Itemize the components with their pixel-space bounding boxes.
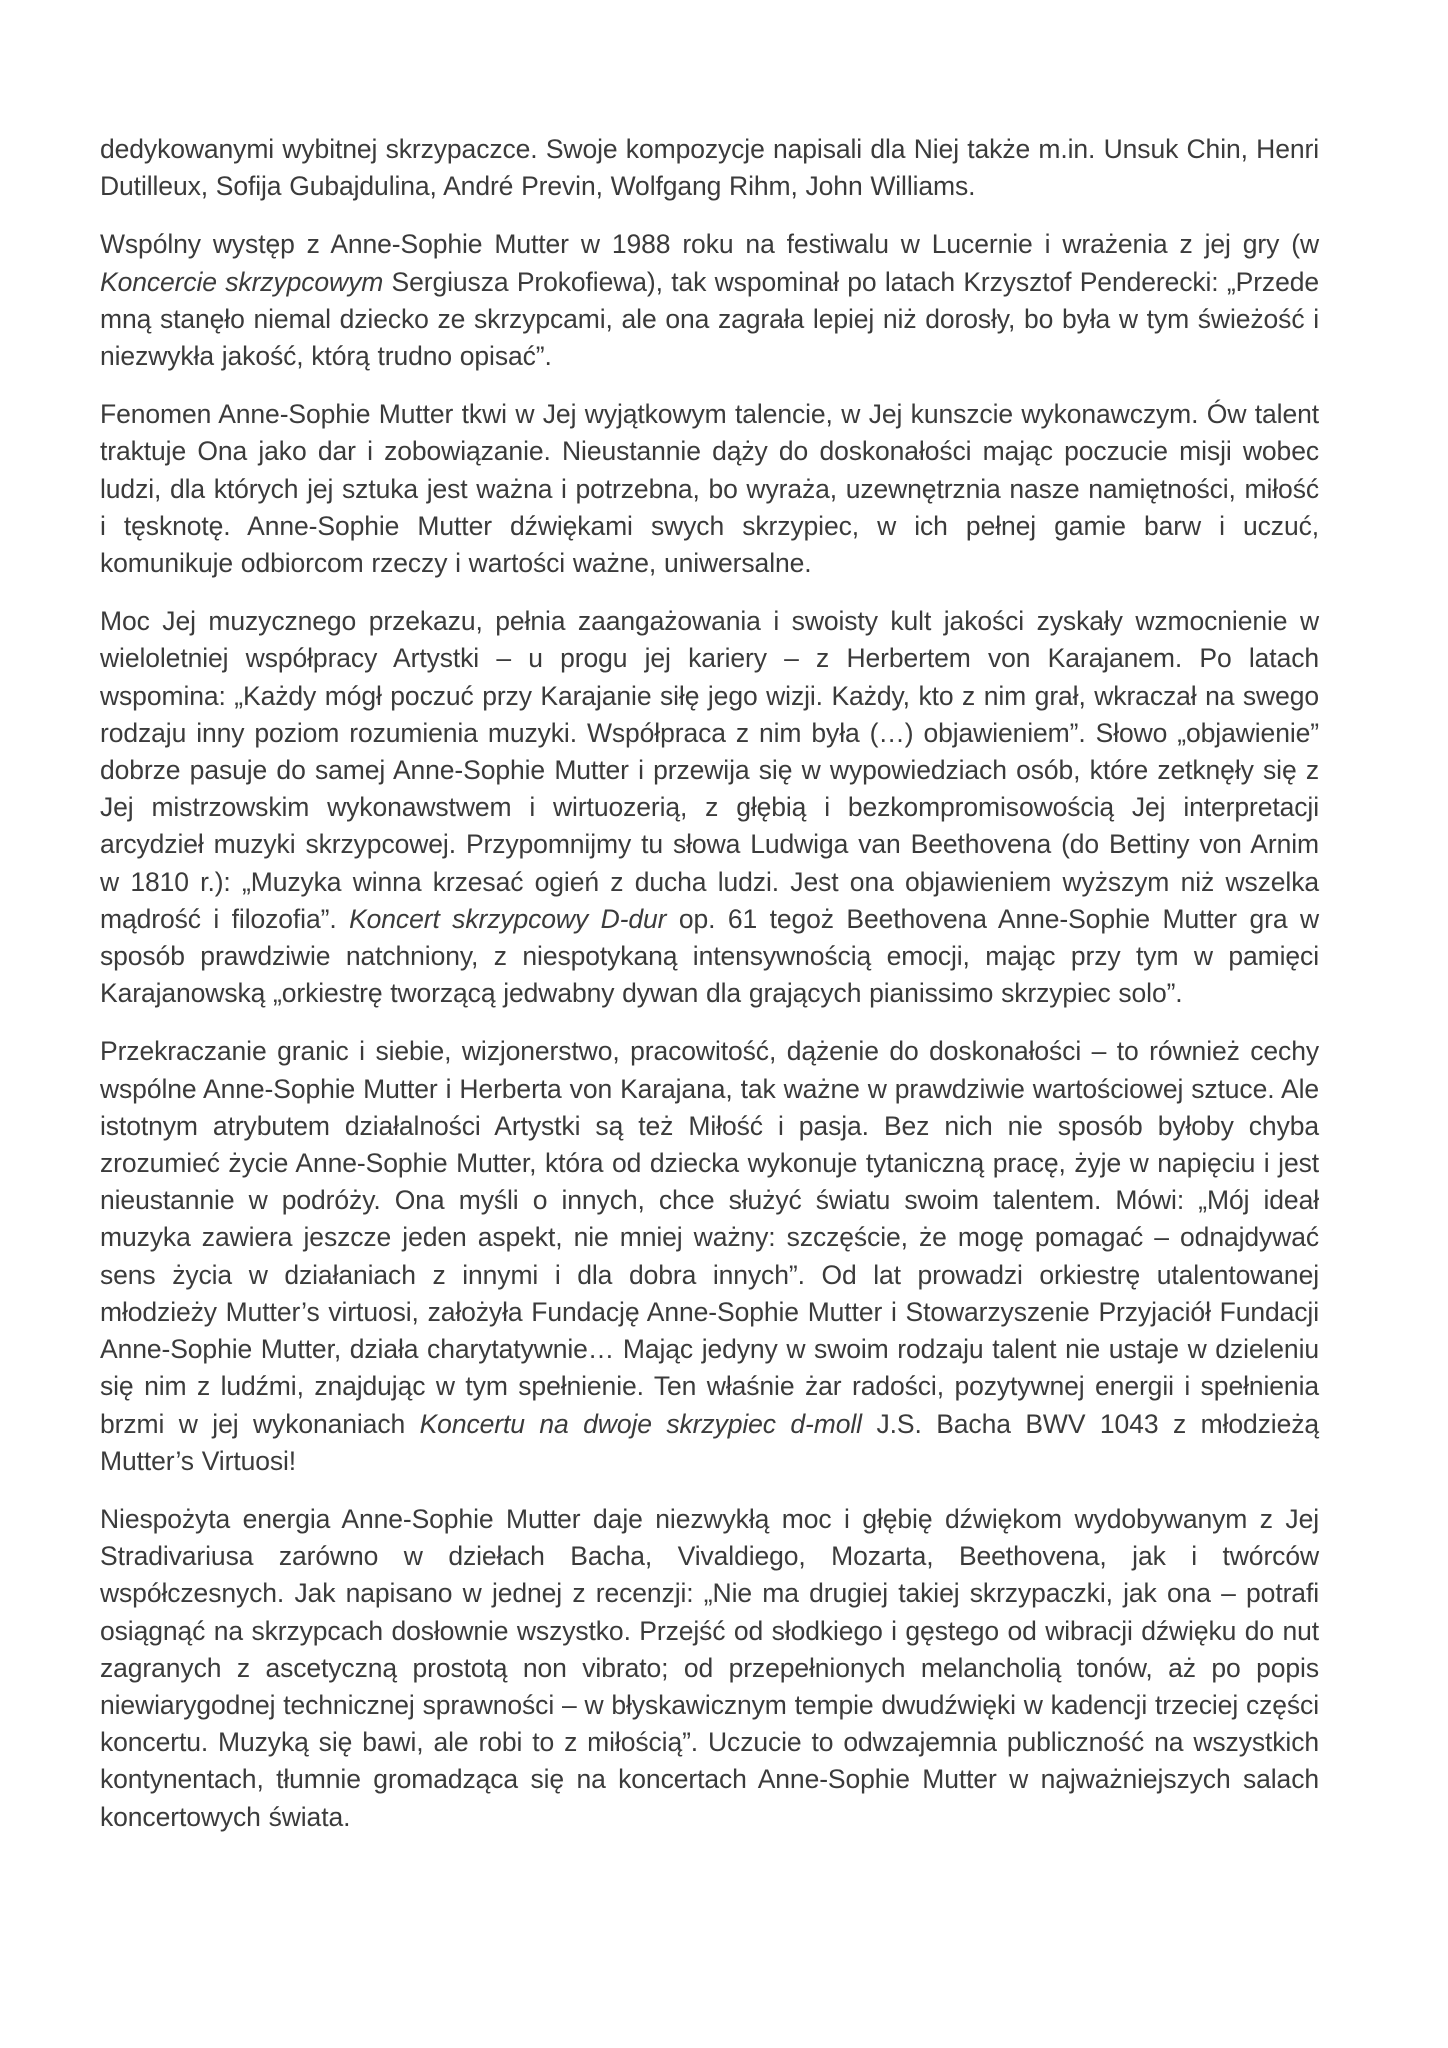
paragraph [100,1501,1319,1836]
text-run: Niespożyta energia Anne-Sophie Mutter daje niezwykłą moc i głębię dźwiękom wydobywanym z Jej Stradivariusa zarówno w dziełach Bacha, Vivaldiego, Mozarta, Beethovena, jak i twórców współczesnych. Jak napisano w jednej z recenzji: „Nie ma drugiej takiej skrzypaczki, jak ona – potrafi osiągnąć na skrzypcach dosłownie wszystko. Przejść od słodkiego i gęstego od wibracji dźwięku do nut zagranych z ascetyczną prostotą non vibrato; od przepełnionych melancholią tonów, aż po popis niewiarygodnej technicznej sprawności – w błyskawicznym tempie dwudźwięki w kadencji trzeciej części koncertu. Muzyką się bawi, ale robi to z miłością”. Uczucie to odwzajemnia publiczność na wszystkich kontynentach, tłumnie gromadząca się na koncertach Anne-Sophie Mutter w najważniejszych salach koncertowych świata. [100,1503,1319,1832]
paragraph [100,396,1319,582]
text-run: Przekraczanie granic i siebie, wizjonerstwo, pracowitość, dążenie do doskonałości – to również cechy wspólne Anne-Sophie Mutter i Herberta von Karajana, tak ważne w prawdziwie wartościowej sztuce. Ale istotnym atrybutem działalności Artystki są też Miłość i pasja. Bez nich nie sposób byłoby chyba zrozumieć życie Anne-Sophie Mutter, która od dziecka wykonuje tytaniczną pracę, żyje w napięciu i jest nieustannie w podróży. Ona myśli o innych, chce służyć światu swoim talentem. Mówi: „Mój ideał muzyka zawiera jeszcze jeden aspekt, nie mniej ważny: szczęście, że mogę pomagać – odnajdywać sens życia w działaniach z innymi i dla dobra innych”. Od lat prowadzi orkiestrę utalentowanej młodzieży Mutter’s virtuosi, założyła Fundację Anne-Sophie Mutter i Stowarzyszenie Przyjaciół Fundacji Anne-Sophie Mutter, działa charytatywnie… Mając jedyny w swoim rodzaju talent nie ustaje w dzieleniu się nim z ludźmi, znajdując w tym spełnienie. Ten właśnie żar radości, pozytywnej energii i spełnienia brzmi w jej wykonaniach [100,1036,1319,1439]
text-run: Sergiusza Prokofiewa), tak wspominał po latach Krzysztof Penderecki: „Przede mną stanęło niemal dziecko ze skrzypcami, ale ona zagrała lepiej niż dorosły, bo była w tym świeżość i niezwykła jakość, którą trudno opisać”. [100,266,1319,372]
italic-text-run: Koncertu na dwoje skrzypiec d-moll [419,1408,862,1439]
italic-text-run: Koncert skrzypcowy D-dur [349,903,667,934]
text-run: J.S. Bacha BWV 1043 z młodzieżą Mutter’s Virtuosi! [100,1408,1319,1476]
text-run: Wspólny występ z Anne-Sophie Mutter w 1988 roku na festiwalu w Lucernie i wrażenia z jej gry (w [100,229,1319,260]
text-run: dedykowanymi wybitnej skrzypaczce. Swoje kompozycje napisali dla Niej także m.in. Unsuk Chin, Henri Dutilleux, Sofija Gubajdulina, André Previn, Wolfgang Rihm, John Williams. [100,134,1319,202]
text-run: Fenomen Anne-Sophie Mutter tkwi w Jej wyjątkowym talencie, w Jej kunszcie wykonawczym. Ów talent traktuje Ona jako dar i zobowiązanie. Nieustannie dąży do doskonałości mając poczucie misji wobec ludzi, dla których jej sztuka jest ważna i potrzebna, bo wyraża, uzewnętrznia nasze namiętności, miłość i tęsknotę. Anne-Sophie Mutter dźwiękami swych skrzypiec, w ich pełnej gamie barw i uczuć, komunikuje odbiorcom rzeczy i wartości ważne, uniwersalne. [100,399,1319,579]
text-run: Moc Jej muzycznego przekazu, pełnia zaangażowania i swoisty kult jakości zyskały wzmocnienie w wieloletniej współpracy Artystki – u progu jej kariery – z Herbertem von Karajanem. Po latach wspomina: „Każdy mógł poczuć przy Karajanie siłę jego wizji. Każdy, kto z nim grał, wkraczał na swego rodzaju inny poziom rozumienia muzyki. Współpraca z nim była (…) objawieniem”. Słowo „objawienie” dobrze pasuje do samej Anne-Sophie Mutter i przewija się w wypowiedziach osób, które zetknęły się z Jej mistrzowskim wykonawstwem i wirtuozerią, z głębią i bezkompromisowością Jej interpretacji arcydzieł muzyki skrzypcowej. Przypomnijmy tu słowa Ludwiga van Beethovena (do Bettiny von Arnim w 1810 r.): „Muzyka winna krzesać ogień z ducha ludzi. Jest ona objawieniem wyższym niż wszelka mądrość i filozofia”. [100,606,1319,934]
paragraph [100,1033,1319,1479]
paragraph [100,226,1319,375]
text-run: op. 61 tegoż Beethovena Anne-Sophie Mutter gra w sposób prawdziwie natchniony, z niespotykaną intensywnością emocji, mając przy tym w pamięci Karajanowską „orkiestrę tworzącą jedwabny dywan dla grających pianissimo skrzypiec solo”. [100,903,1319,1009]
paragraph [100,603,1319,1012]
text-body [100,131,1319,1857]
italic-text-run: Koncercie skrzypcowym [100,266,384,297]
paragraph [100,131,1319,205]
